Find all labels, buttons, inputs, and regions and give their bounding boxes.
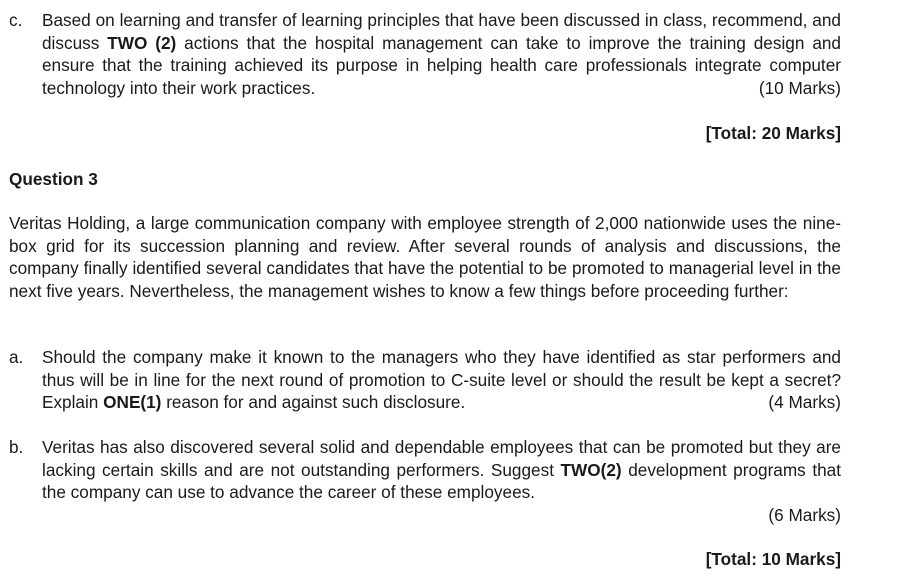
emphasis: TWO (2) bbox=[107, 32, 177, 53]
item-marker: c. bbox=[9, 10, 23, 30]
marks-label: (4 Marks) bbox=[768, 392, 841, 412]
marks-label: (6 Marks) bbox=[768, 504, 841, 525]
question-item-b bbox=[9, 436, 841, 526]
total-marks: [Total: 10 Marks] bbox=[705, 549, 841, 569]
emphasis: TWO(2) bbox=[560, 459, 622, 480]
item-a-text: Should the company make it known to the managers who they have identified as star performers and thus will be in line for the next round of promotion to C-suite level or should the result be kept a secret? Explain ONE(1) reason for and against such disclosure. (4 Marks) bbox=[42, 347, 841, 412]
item-c-text: Based on learning and transfer of learning principles that have been discussed in class, recommend, and discuss TWO (2) actions that the hospital management can take to improve the training design and ensure that the training achieved its purpose in helping health care professionals integrate computer technology into their work practices. (10 Marks) bbox=[42, 10, 841, 98]
emphasis: ONE(1) bbox=[103, 392, 162, 412]
question-item-c bbox=[9, 9, 841, 99]
marks-label: (10 Marks) bbox=[758, 77, 841, 98]
item-b-text: Veritas has also discovered several solid and dependable employees that can be promoted but they are lacking certain skills and are not outstanding performers. Suggest TWO(2) development programs that the company can use to advance the career of these employees. bbox=[42, 437, 841, 502]
question-item-a bbox=[9, 346, 841, 414]
question-heading: Question 3 bbox=[9, 169, 98, 189]
item-marker: a. bbox=[9, 347, 24, 367]
question-intro: Veritas Holding, a large communication company with employee strength of 2,000 nationwide uses the nine-box grid for its succession planning and review. After several rounds of analysis and discussions, the company finally identified several candidates that have the potential to be promoted to managerial level in the next five years. Nevertheless, the management wishes to know a few things before proceeding further: bbox=[9, 213, 841, 301]
total-marks: [Total: 20 Marks] bbox=[705, 123, 841, 143]
item-marker: b. bbox=[9, 437, 24, 457]
